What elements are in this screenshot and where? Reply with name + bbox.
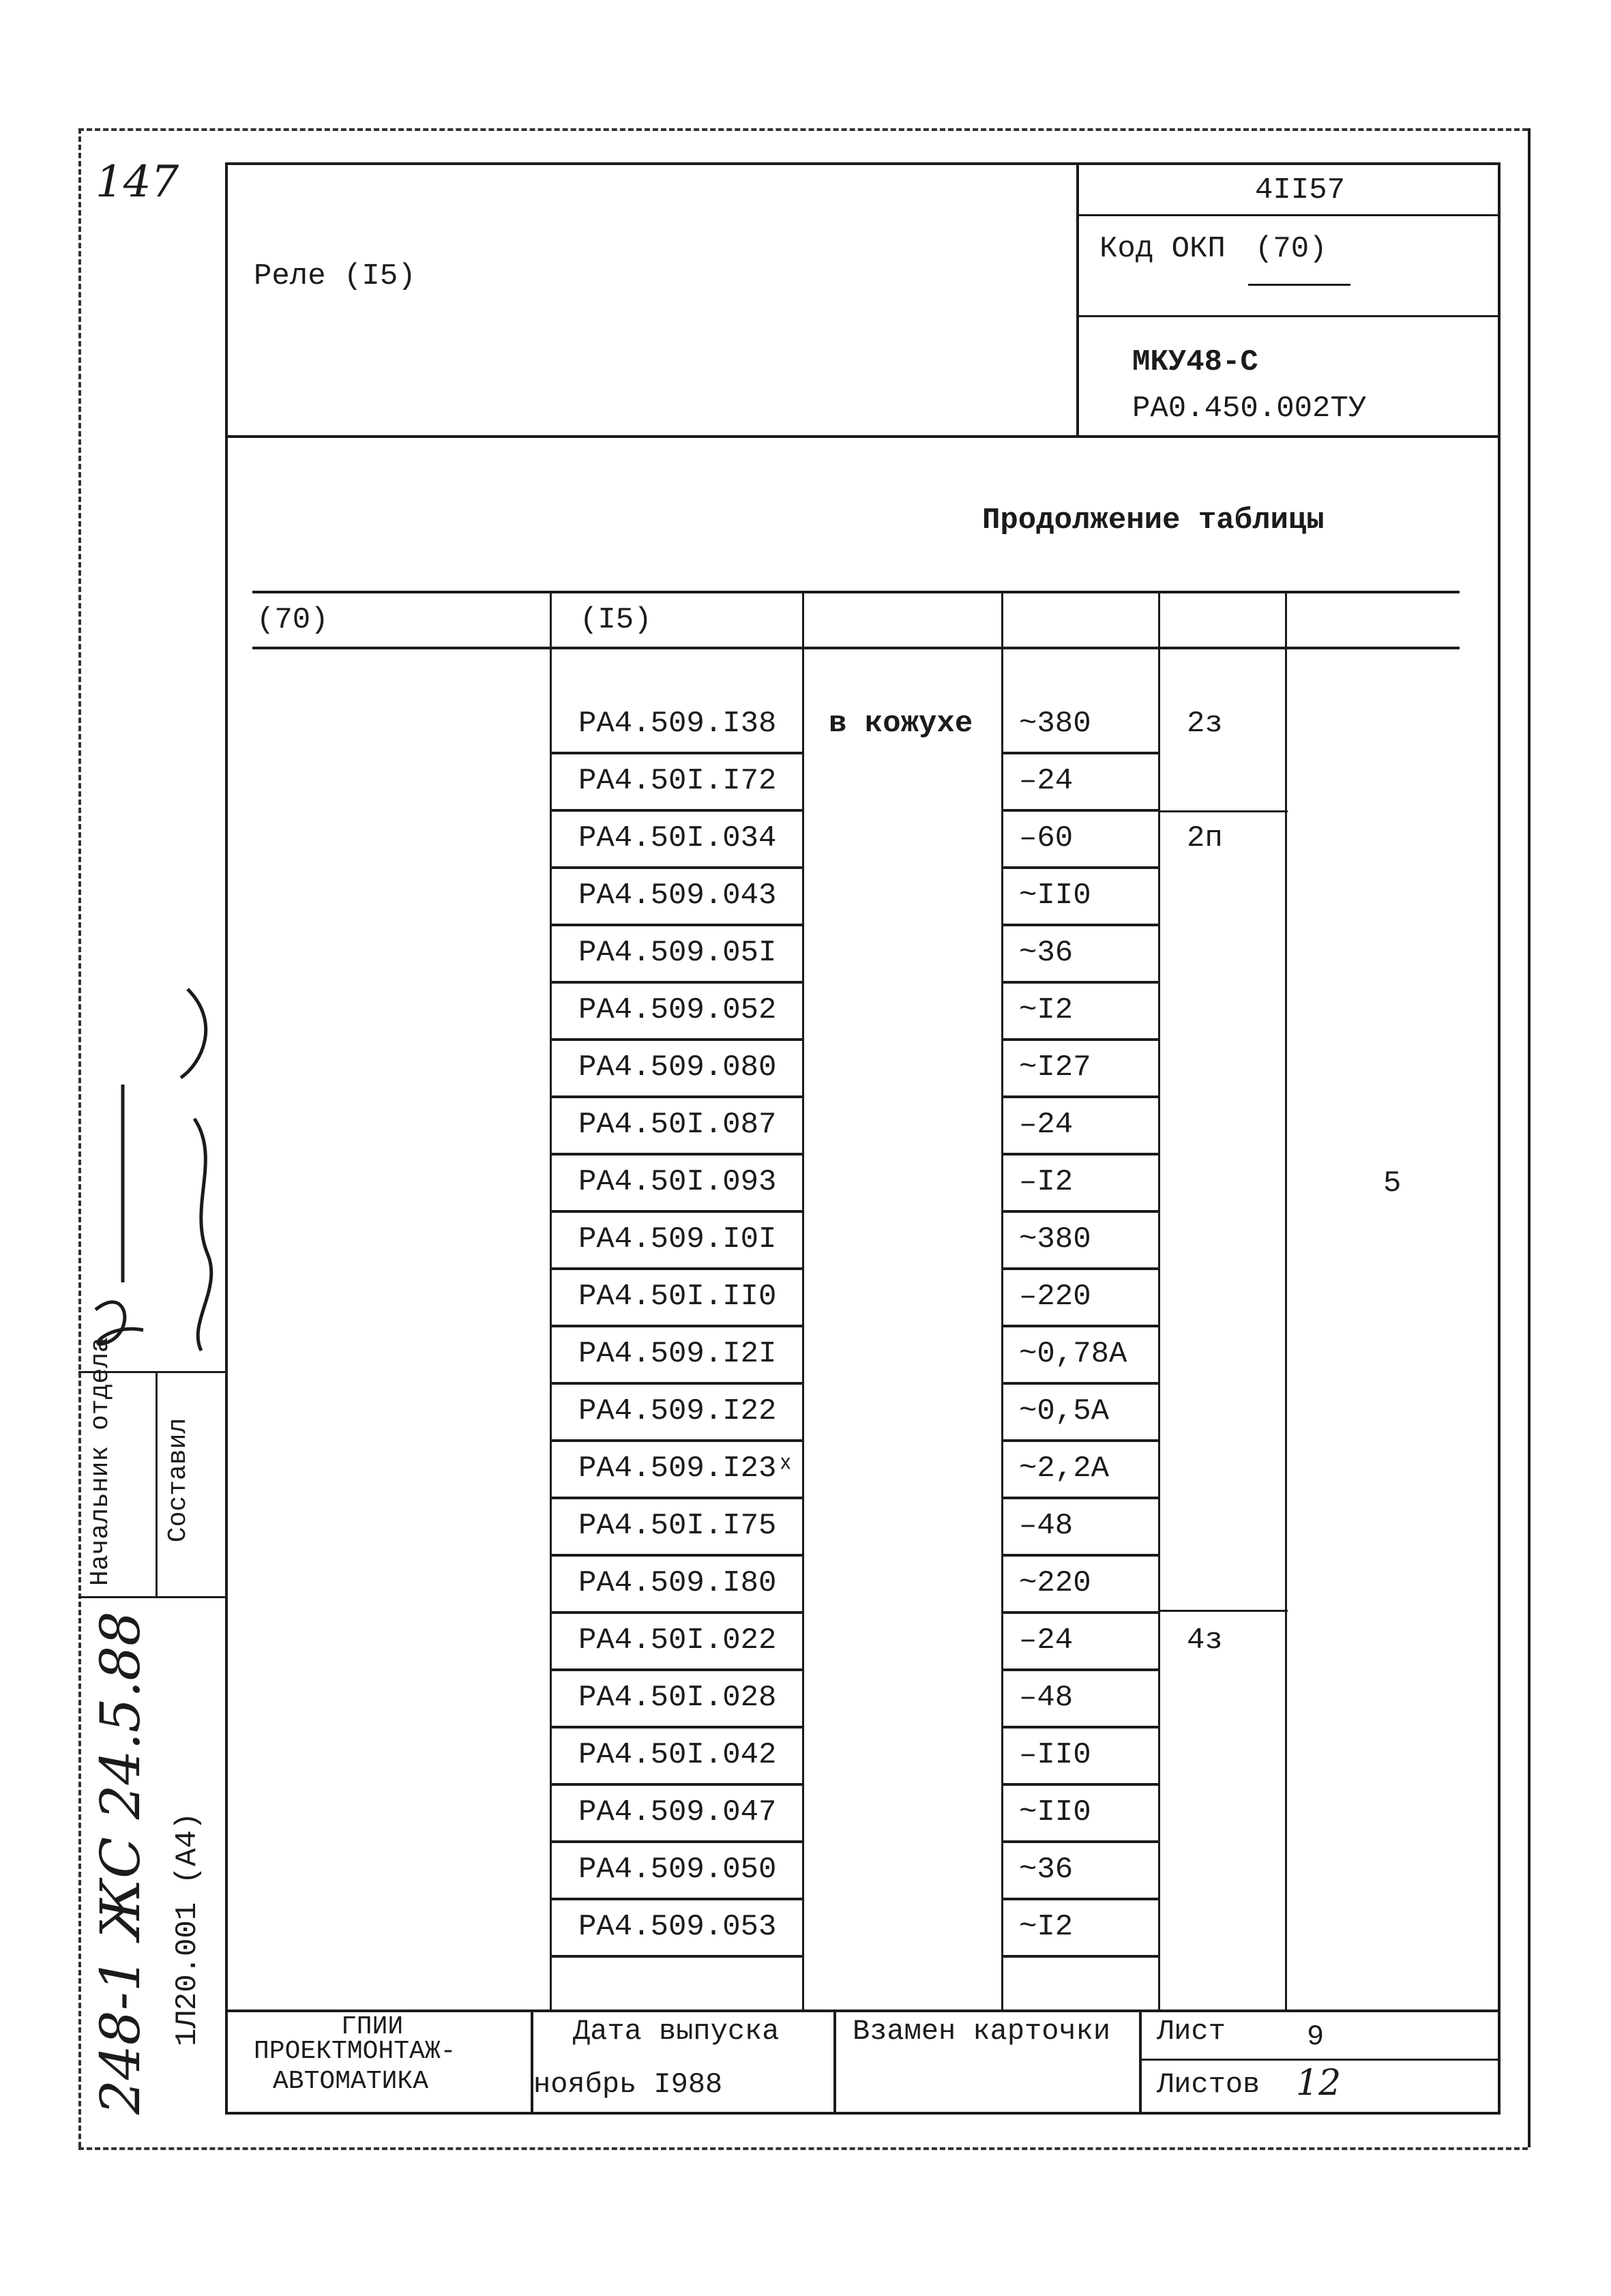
relay-voltage: –48 xyxy=(1019,1509,1074,1543)
code-cell xyxy=(551,1898,803,1958)
relay-voltage: ~I2 xyxy=(1019,1910,1074,1944)
code-cell xyxy=(551,1153,803,1213)
table-row xyxy=(0,1840,1611,1898)
code-cell xyxy=(551,1267,803,1327)
org-line-2: ПРОЕКТМОНТАЖ- xyxy=(254,2037,456,2066)
table-row xyxy=(0,809,1611,866)
relay-voltage: –24 xyxy=(1019,1108,1074,1142)
code-cell xyxy=(551,1726,803,1786)
table-row xyxy=(0,1038,1611,1095)
table-row xyxy=(0,1898,1611,1955)
relay-code: РА4.509.I0I xyxy=(578,1222,777,1256)
code-cell xyxy=(551,1668,803,1728)
label-head-of-dept: Начальник отдела xyxy=(86,1337,115,1586)
table-row xyxy=(0,1325,1611,1382)
relay-voltage: ~36 xyxy=(1019,1853,1074,1887)
footer-div-3 xyxy=(1139,2010,1142,2112)
relay-code: РА4.50I.028 xyxy=(578,1681,777,1715)
table-row xyxy=(0,1439,1611,1497)
relay-code: РА4.50I.087 xyxy=(578,1108,777,1142)
code-cell xyxy=(551,1783,803,1843)
voltage-cell xyxy=(1003,1267,1159,1327)
replace-label: Взамен карточки xyxy=(853,2015,1111,2048)
relay-code: РА4.50I.042 xyxy=(578,1738,777,1772)
sheet-number: 147 xyxy=(95,157,179,207)
code-cell xyxy=(551,1554,803,1614)
relay-code: РА4.50I.022 xyxy=(578,1623,777,1658)
voltage-cell xyxy=(1003,694,1159,754)
footer-top xyxy=(225,2010,1501,2012)
relay-code: РА4.50I.034 xyxy=(578,821,777,855)
relay-voltage: ~220 xyxy=(1019,1566,1091,1600)
relay-note: в кожухе xyxy=(829,707,973,741)
relay-voltage: ~II0 xyxy=(1019,1795,1091,1829)
issue-value: ноябрь I988 xyxy=(533,2068,723,2101)
relay-voltage: ~2,2А xyxy=(1019,1452,1110,1486)
sheet-value: 9 xyxy=(1307,2020,1325,2053)
sheet-label: Лист xyxy=(1157,2015,1226,2048)
code-cell xyxy=(551,1439,803,1499)
sheets-value: 12 xyxy=(1296,2063,1342,2104)
table-row xyxy=(0,1267,1611,1325)
format-label: 1Л20.001 (А4) xyxy=(171,1812,205,2046)
footer-sheet-line xyxy=(1139,2059,1501,2061)
relay-code: РА4.509.050 xyxy=(578,1853,777,1887)
table-row xyxy=(0,1210,1611,1267)
relay-code: РА4.509.052 xyxy=(578,993,777,1027)
card-title: Реле (I5) xyxy=(254,259,416,293)
spec-line-2: РА0.450.002ТУ xyxy=(1132,392,1367,426)
code-cell xyxy=(551,809,803,869)
relay-code: РА4.50I.I72 xyxy=(578,764,777,798)
table-row xyxy=(0,752,1611,809)
voltage-cell xyxy=(1003,1382,1159,1442)
relay-voltage: ~I27 xyxy=(1019,1050,1091,1085)
code-cell xyxy=(551,1611,803,1671)
doc-number: 4II57 xyxy=(1255,173,1346,207)
table-row xyxy=(0,694,1611,752)
voltage-cell xyxy=(1003,1497,1159,1557)
issue-label: Дата выпуска xyxy=(573,2015,780,2048)
col-header-code: (I5) xyxy=(580,603,652,637)
code-cell xyxy=(551,924,803,984)
label-compiled: Составил xyxy=(164,1417,193,1543)
code-cell xyxy=(551,1325,803,1385)
voltage-cell xyxy=(1003,809,1159,869)
relay-code: РА4.509.I2I xyxy=(578,1337,777,1371)
relay-code: РА4.50I.II0 xyxy=(578,1280,777,1314)
relay-voltage: ~II0 xyxy=(1019,879,1091,913)
okp-label: Код ОКП xyxy=(1099,232,1226,266)
table-caption: Продолжение таблицы xyxy=(982,503,1325,538)
relay-code: РА4.509.I80 xyxy=(578,1566,777,1600)
table-row xyxy=(0,1726,1611,1783)
voltage-cell xyxy=(1003,1095,1159,1156)
relay-voltage: –60 xyxy=(1019,821,1074,855)
table-row xyxy=(0,1153,1611,1210)
relay-code: РА4.50I.093 xyxy=(578,1165,777,1199)
table-row xyxy=(0,1554,1611,1611)
relay-code: РА4.509.I38 xyxy=(578,707,777,741)
relay-voltage: –220 xyxy=(1019,1280,1091,1314)
code-cell xyxy=(551,1497,803,1557)
relay-voltage: ~0,78А xyxy=(1019,1337,1127,1371)
table-row xyxy=(0,1783,1611,1840)
relay-code: РА4.509.047 xyxy=(578,1795,777,1829)
org-line-1: ГПИИ xyxy=(341,2012,404,2042)
relay-voltage: ~380 xyxy=(1019,707,1091,741)
voltage-cell xyxy=(1003,752,1159,812)
code-cell xyxy=(551,1038,803,1098)
relay-code: РА4.509.080 xyxy=(578,1050,777,1085)
side-value: 5 xyxy=(1383,1166,1402,1201)
voltage-cell xyxy=(1003,924,1159,984)
code-cell xyxy=(551,1095,803,1156)
code-cell xyxy=(551,866,803,926)
voltage-cell xyxy=(1003,1153,1159,1213)
voltage-cell xyxy=(1003,1726,1159,1786)
spec-line-1: МКУ48-С xyxy=(1132,345,1258,379)
voltage-cell xyxy=(1003,981,1159,1041)
okp-value: (70) xyxy=(1255,232,1327,266)
footer-div-2 xyxy=(833,2010,836,2112)
voltage-cell xyxy=(1003,1840,1159,1900)
relay-voltage: ~380 xyxy=(1019,1222,1091,1256)
code-cell xyxy=(551,1210,803,1270)
voltage-cell xyxy=(1003,1783,1159,1843)
relay-code: РА4.509.I22 xyxy=(578,1394,777,1428)
voltage-cell xyxy=(1003,1210,1159,1270)
relay-voltage: –24 xyxy=(1019,1623,1074,1658)
table-row xyxy=(0,1497,1611,1554)
voltage-cell xyxy=(1003,1554,1159,1614)
table-row xyxy=(0,1095,1611,1153)
voltage-cell xyxy=(1003,1668,1159,1728)
code-cell xyxy=(551,694,803,754)
code-cell xyxy=(551,981,803,1041)
relay-voltage: –I2 xyxy=(1019,1165,1074,1199)
relay-code: РА4.509.I23ˣ xyxy=(578,1452,795,1486)
relay-voltage: ~0,5А xyxy=(1019,1394,1110,1428)
voltage-cell xyxy=(1003,1439,1159,1499)
contact-group: 2п xyxy=(1187,821,1223,855)
table-row xyxy=(0,866,1611,924)
relay-code: РА4.50I.I75 xyxy=(578,1509,777,1543)
relay-code: РА4.509.053 xyxy=(578,1910,777,1944)
contact-group: 2з xyxy=(1187,707,1223,741)
code-cell xyxy=(551,752,803,812)
table-row xyxy=(0,1382,1611,1439)
col-header-okp: (70) xyxy=(256,603,329,637)
table-row xyxy=(0,981,1611,1038)
relay-voltage: –II0 xyxy=(1019,1738,1091,1772)
voltage-cell xyxy=(1003,866,1159,926)
table-row xyxy=(0,924,1611,981)
org-line-3: АВТОМАТИКА xyxy=(273,2067,429,2096)
relay-voltage: –48 xyxy=(1019,1681,1074,1715)
code-cell xyxy=(551,1840,803,1900)
contact-group: 4з xyxy=(1187,1623,1223,1658)
stamp-number: 248-1 ЖС 24.5.88 xyxy=(89,1611,152,2115)
table-row xyxy=(0,1611,1611,1668)
relay-voltage: ~I2 xyxy=(1019,993,1074,1027)
voltage-cell xyxy=(1003,1898,1159,1958)
voltage-cell xyxy=(1003,1611,1159,1671)
relay-code: РА4.509.05I xyxy=(578,936,777,970)
code-cell xyxy=(551,1382,803,1442)
relay-voltage: ~36 xyxy=(1019,936,1074,970)
sheets-label: Листов xyxy=(1157,2068,1260,2101)
relay-code: РА4.509.043 xyxy=(578,879,777,913)
table-row xyxy=(0,1668,1611,1726)
voltage-cell xyxy=(1003,1325,1159,1385)
relay-voltage: –24 xyxy=(1019,764,1074,798)
voltage-cell xyxy=(1003,1038,1159,1098)
